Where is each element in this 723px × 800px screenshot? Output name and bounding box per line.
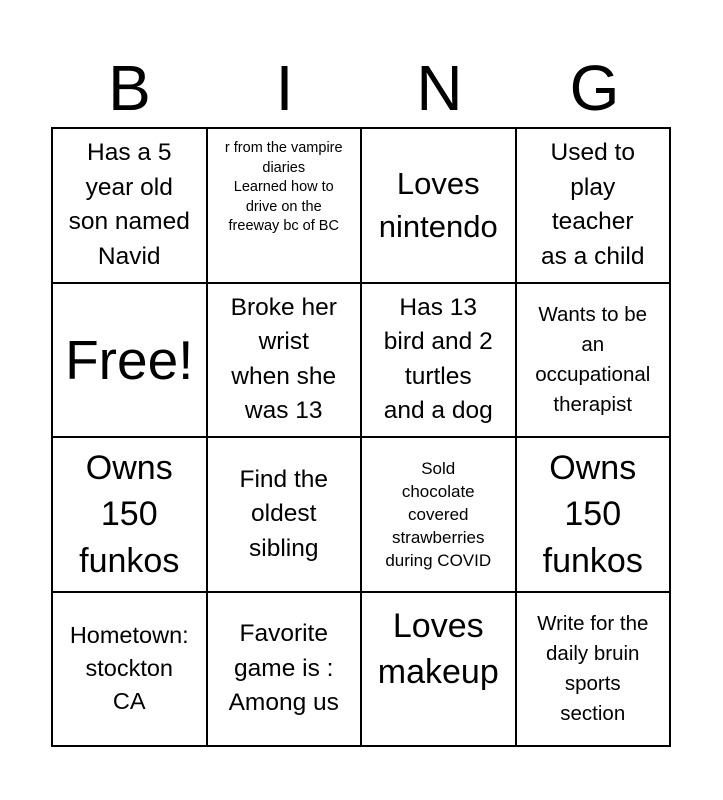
cell-text: Write for the daily bruin sports section — [537, 611, 649, 725]
cell-text: Free! — [65, 328, 194, 391]
cell-text: r from the vampire diaries Learned how to drive on the freeway bc of BC — [224, 140, 343, 234]
header-letter-b: B — [108, 52, 151, 124]
bingo-cell-r3-c3[interactable] — [361, 437, 516, 592]
header-letter-i: I — [275, 52, 294, 124]
bingo-cell-r1-c1[interactable] — [52, 128, 207, 283]
bingo-cell-r4-c2[interactable] — [207, 592, 362, 747]
cell-text: Loves nintendo — [378, 166, 498, 245]
cell-text: Broke her wrist when she was 13 — [230, 293, 337, 425]
cell-text: Hometown: stockton CA — [69, 622, 189, 715]
bingo-cell-r2-c2[interactable] — [207, 283, 362, 438]
bingo-cell-r2-c4[interactable] — [516, 283, 671, 438]
header-letter-g: G — [569, 52, 620, 124]
bingo-cell-r3-c2[interactable] — [207, 437, 362, 592]
cell-text: Sold chocolate covered strawberries during COVID — [385, 458, 492, 570]
cell-text: Wants to be an occupational therapist — [535, 302, 651, 416]
bingo-header — [52, 50, 672, 126]
bingo-cell-r1-c4[interactable] — [516, 128, 671, 283]
bingo-cell-r4-c4[interactable] — [516, 592, 671, 747]
bingo-grid — [51, 127, 671, 747]
bingo-cell-r3-c1[interactable] — [52, 437, 207, 592]
bingo-cell-r3-c4[interactable] — [516, 437, 671, 592]
bingo-cell-r4-c1[interactable] — [52, 592, 207, 747]
cell-text: Has a 5 year old son named Navid — [68, 139, 190, 270]
bingo-cell-r1-c3[interactable] — [361, 128, 516, 283]
header-letter-n: N — [416, 52, 463, 124]
cell-text: Used to play teacher as a child — [540, 139, 645, 270]
bingo-cell-r1-c2[interactable] — [207, 128, 362, 283]
cell-text: Has 13 bird and 2 turtles and a dog — [383, 293, 493, 425]
cell-text: Favorite game is : Among us — [228, 620, 339, 716]
cell-text: Owns 150 funkos — [79, 448, 180, 580]
cell-text: Owns 150 funkos — [542, 448, 643, 580]
cell-text: Find the oldest sibling — [239, 465, 329, 562]
bingo-cell-r4-c3[interactable] — [361, 592, 516, 747]
bingo-cell-r2-c3[interactable] — [361, 283, 516, 438]
cell-text: Loves makeup — [377, 606, 499, 691]
bingo-cell-free[interactable] — [52, 283, 207, 438]
